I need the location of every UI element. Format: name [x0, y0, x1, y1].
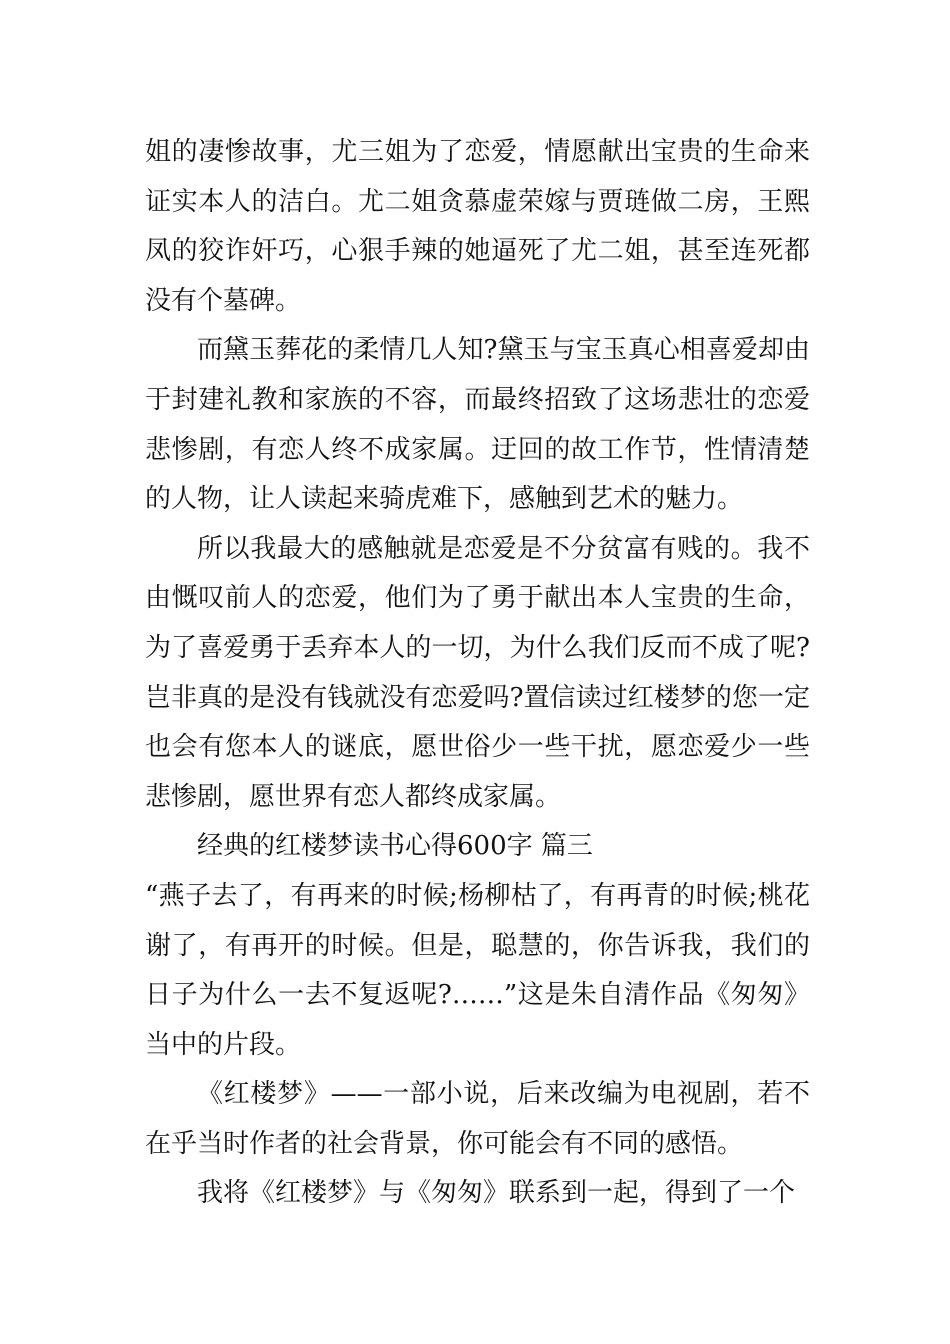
paragraph-continued: 姐的凄惨故事，尤三姐为了恋爱，情愿献出宝贵的生命来证实本人的洁白。尤二姐贪慕虚荣嫁与贾琏做二房，王熙凤的狡诈奸巧，心狠手辣的她逼死了尤二姐，甚至连死都没有个墓碑。	[145, 137, 810, 316]
paragraph-connection: 我将《红楼梦》与《匆匆》联系到一起，得到了一个	[197, 1178, 796, 1209]
paragraph-conclusion: 所以我最大的感触就是恋爱是不分贫富有贱的。我不由慨叹前人的恋爱，他们为了勇于献出本人宝贵的生命，为了喜爱勇于丢弃本人的一切，为什么我们反而不成了呢?岂非真的是没有钱就没有恋爱吗?置信读过红楼梦的您一定也会有您本人的谜底，愿世俗少一些干扰，愿恋爱少一些悲惨剧，愿世界有恋人都终成家属。	[145, 533, 810, 812]
paragraph-daiyu: 而黛玉葬花的柔情几人知?黛玉与宝玉真心相喜爱却由于封建礼教和家族的不容，而最终招致了这场悲壮的恋爱悲惨剧，有恋人终不成家属。迂回的故工作节，性情清楚的人物，让人读起来骑虎难下，感触到艺术的魅力。	[145, 335, 810, 515]
document-body	[145, 128, 810, 1219]
paragraph-novel-intro: 《红楼梦》——一部小说，后来改编为电视剧，若不在乎当时作者的社会背景，你可能会有不同的感悟。	[145, 1079, 810, 1159]
paragraph-quote: “燕子去了，有再来的时候;杨柳枯了，有再青的时候;桃花谢了，有再开的时候。但是，聪慧的，你告诉我，我们的日子为什么一去不复返呢?……”这是朱自清作品《匆匆》当中的片段。	[145, 880, 810, 1060]
section-heading: 经典的红楼梦读书心得600字 篇三	[197, 831, 593, 862]
